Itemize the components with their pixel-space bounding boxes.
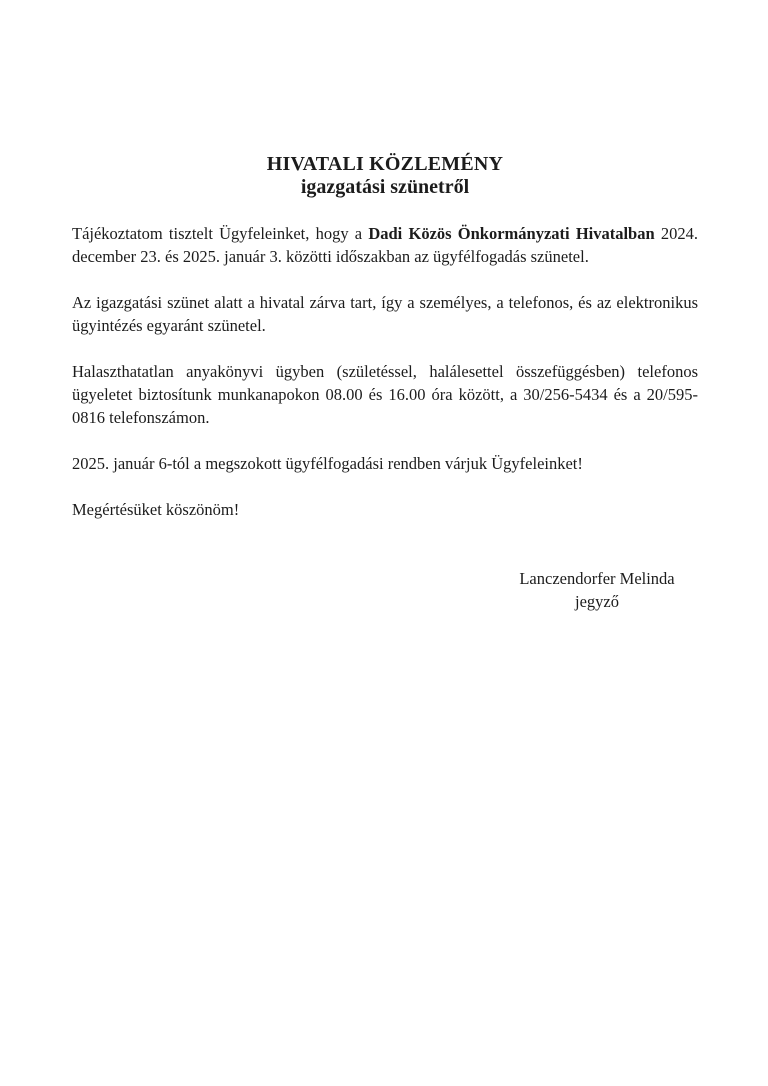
office-name-bold: Dadi Közös Önkormányzati Hivatalban bbox=[368, 224, 655, 243]
reopening-paragraph: 2025. január 6-tól a megszokott ügyfélfogadási rendben várjuk Ügyfeleinket! bbox=[72, 454, 583, 473]
document-subtitle: igazgatási szünetről bbox=[300, 176, 470, 198]
intro-paragraph-suffix: 2024. december 23. és 2025. január 3. közötti időszakban az ügyfélfogadás szünetel. bbox=[72, 224, 699, 266]
intro-paragraph-prefix: Tájékoztatom tisztelt Ügyfeleinket, hogy a bbox=[72, 224, 369, 243]
document-title: HIVATALI KÖZLEMÉNY bbox=[266, 153, 504, 175]
signature-block bbox=[456, 567, 738, 613]
signatory-name: Lanczendorfer Melinda bbox=[519, 569, 675, 588]
emergency-contact-paragraph: Halaszthatatlan anyakönyvi ügyben (születéssel, halálesettel összefüggésben) telefonos ügyeletet biztosítunk munkanapokon 08.00 és 16.00 óra között, a 30/256-5434 és a 20/595-0816 telefonszámon. bbox=[72, 362, 698, 427]
signatory-role: jegyző bbox=[575, 592, 619, 611]
closure-info-paragraph: Az igazgatási szünet alatt a hivatal zárva tart, így a személyes, a telefonos, és az elektronikus ügyintézés egyaránt szünetel. bbox=[72, 293, 698, 335]
intro-paragraph bbox=[72, 222, 698, 268]
thanks-paragraph: Megértésüket köszönöm! bbox=[72, 500, 240, 519]
